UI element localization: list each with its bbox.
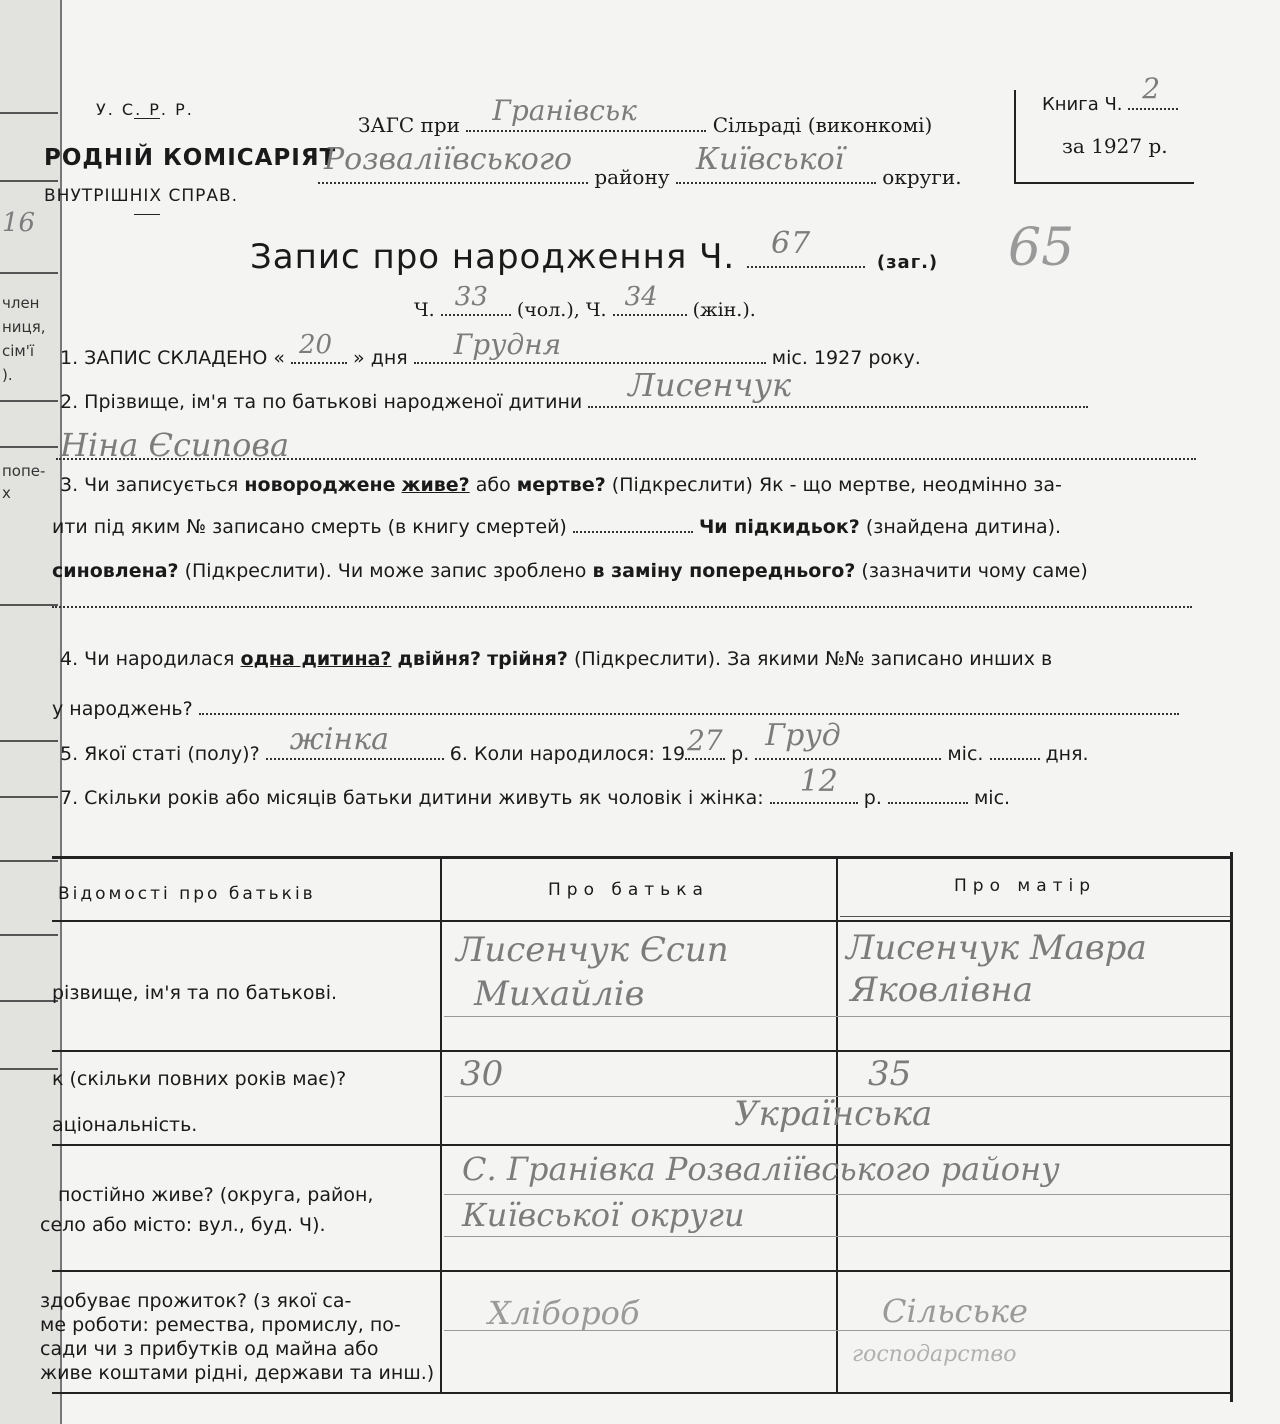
mother-age: 35 — [868, 1054, 912, 1094]
book-label: Книга Ч. — [1042, 94, 1123, 115]
male-label: (чол.), Ч. — [516, 299, 607, 321]
q7-value: 12 — [799, 764, 838, 799]
male-prefix: Ч. — [414, 299, 435, 321]
item-3 — [60, 474, 1062, 496]
margin-text: ниця, — [2, 318, 46, 336]
q1-month: Грудня — [453, 328, 562, 361]
residence: С. Гранівка Розваліївського району — [462, 1150, 1060, 1188]
table-row-divider — [52, 1050, 1232, 1052]
q3-reason: (зазначити чому саме) — [861, 560, 1088, 582]
q3-or: або — [475, 474, 511, 496]
margin-record-number: 65 — [1008, 218, 1075, 278]
q4-text: 4. Чи народилася — [60, 648, 235, 670]
row-occupation-label: живе коштами рідні, держави та инш.) — [40, 1362, 435, 1384]
q6-month: Груд — [765, 718, 841, 753]
table-head-father: Про батька — [548, 880, 709, 900]
margin-text: сім'ї — [2, 342, 35, 360]
okrug-value: Київської — [695, 142, 845, 177]
mother-occupation: Сільське — [882, 1292, 1028, 1330]
item-3-line-3 — [52, 560, 1088, 582]
row-name-label: різвище, ім'я та по батькові. — [52, 982, 338, 1004]
q3-found-child: (знайдена дитина). — [865, 516, 1062, 538]
q2-name-field — [56, 426, 1196, 464]
book-line — [1042, 72, 1178, 115]
q6-label: 6. Коли народилося: 19 — [449, 743, 686, 765]
q6-year: 27 — [687, 724, 723, 757]
female-number-field — [613, 282, 687, 316]
q3-replacement-question: (Підкреслити). Чи може запис зроблено — [184, 560, 587, 582]
father-occupation: Хлібороб — [488, 1294, 640, 1332]
q1-mid: » дня — [353, 347, 408, 369]
q7-label: 7. Скільки років або місяців батьки дитини живуть як чоловік і жінка: — [60, 787, 764, 809]
margin-number: 16 — [2, 208, 36, 238]
male-number-field — [441, 282, 511, 316]
zags-line — [358, 94, 933, 137]
book-number: 2 — [1142, 72, 1161, 105]
q3-death-field — [573, 531, 693, 533]
q4-twins: двійня? — [397, 648, 482, 670]
table-head-mother: Про матір — [954, 876, 1097, 896]
q2-surname: Лисенчук — [628, 366, 792, 404]
book-box — [1014, 72, 1194, 184]
q5-field — [266, 722, 444, 760]
q3-replacement: в заміну попереднього? — [592, 560, 856, 582]
q7-mis: міс. — [973, 787, 1011, 809]
q3-text: 3. Чи записується — [60, 474, 239, 496]
district-field — [318, 142, 588, 184]
okrug-label: округи. — [882, 165, 962, 189]
table-head-info: Відомості про батьків — [58, 884, 316, 904]
q3-instruction: (Підкреслити) Як - що мертве, неодмінно за- — [611, 474, 1062, 496]
row-occupation-label: ме роботи: ремества, промислу, по- — [40, 1314, 401, 1336]
record-title — [250, 226, 939, 277]
district-line — [318, 142, 962, 189]
father-age: 30 — [460, 1054, 504, 1094]
q2-surname-field — [588, 366, 1088, 408]
q1-month-field — [414, 328, 766, 364]
q1-suffix: міс. 1927 року. — [771, 347, 921, 369]
q6-day-field — [990, 758, 1040, 760]
table-subline — [444, 1194, 1230, 1195]
father-patronymic: Михайлів — [474, 974, 645, 1014]
margin-text: х — [2, 484, 11, 502]
q4-triplets: трійня? — [487, 648, 568, 670]
commissariat-label: РОДНІЙ КОМІСАРІЯТ — [44, 145, 337, 171]
table-border — [1230, 852, 1233, 1402]
q6-mis: міс. — [947, 743, 984, 765]
q5-label: 5. Якої статі (полу)? — [60, 743, 260, 765]
table-row-divider — [52, 1270, 1232, 1272]
district-value: Розваліївського — [324, 142, 573, 177]
margin-text: член — [2, 294, 40, 312]
zags-prefix: ЗАГС при — [358, 113, 460, 137]
q6-day-label: дня. — [1045, 743, 1089, 765]
table-row-divider — [52, 1144, 1232, 1146]
record-title-text: Запис про народження Ч. — [250, 237, 736, 277]
q7-r: р. — [863, 787, 882, 809]
zags-village-field — [466, 94, 706, 132]
q3-alive: живе? — [401, 474, 470, 496]
table-subline — [444, 1236, 1230, 1237]
item-1 — [60, 328, 921, 369]
district-label: району — [594, 165, 670, 189]
record-title-suffix: (заг.) — [876, 252, 939, 273]
table-row-divider — [52, 920, 1232, 922]
table-border — [52, 856, 1232, 859]
divider — [134, 118, 160, 119]
q2-label: 2. Прізвище, ім'я та по батькові народженої дитини — [60, 391, 583, 413]
q1-day-field — [291, 330, 347, 364]
q6-r: р. — [731, 743, 750, 765]
row-nationality-label: аціональність. — [52, 1114, 198, 1136]
margin-text: попе- — [2, 462, 46, 480]
row-occupation-label: сади чи з прибутків од майна або — [40, 1338, 379, 1360]
q3-foundling: Чи підкидьок? — [698, 516, 860, 538]
republic-label: У. С. Р. Р. — [96, 100, 194, 119]
female-label: (жін.). — [692, 299, 756, 321]
q4-instruction: (Підкреслити). За якими №№ записано инших в — [573, 648, 1053, 670]
q6-month-field — [755, 718, 941, 760]
q4-births: у народжень? — [52, 698, 193, 720]
q7-years-field — [770, 764, 858, 804]
item-7 — [60, 764, 1011, 809]
q1-day: 20 — [299, 330, 333, 360]
q1-prefix: 1. ЗАПИС СКЛАДЕНО « — [60, 347, 285, 369]
divider — [134, 214, 160, 215]
book-number-field — [1128, 72, 1178, 110]
father-name: Лисенчук Єсип — [456, 930, 729, 970]
q5-value: жінка — [289, 722, 389, 757]
record-number-field — [747, 226, 865, 268]
mother-patronymic: Яковлівна — [850, 970, 1033, 1010]
table-subline — [444, 1016, 1230, 1017]
item-3-line-2 — [52, 516, 1061, 538]
book-year: за 1927 р. — [1062, 134, 1168, 158]
margin-text: ). — [2, 366, 13, 384]
q6-year-field — [685, 724, 725, 760]
row-residence-label: село або місто: вул., буд. Ч). — [40, 1214, 326, 1236]
mother-name: Лисенчук Мавра — [846, 928, 1147, 968]
item-2 — [60, 366, 1088, 413]
row-age-label: к (скільки повних років має)? — [52, 1068, 347, 1090]
row-residence-label: постійно живе? (округа, район, — [58, 1184, 374, 1206]
q7-months-field — [888, 802, 968, 804]
table-border — [52, 1392, 1232, 1394]
q3-death-record: ити під яким № записано смерть (в книгу смертей) — [52, 516, 567, 538]
record-number: 67 — [771, 226, 812, 261]
q4-single: одна дитина? — [240, 648, 392, 670]
okrug-field — [676, 142, 876, 184]
q3-dead: мертве? — [516, 474, 606, 496]
table-subline — [840, 916, 1230, 917]
female-number: 34 — [624, 282, 658, 312]
q3-reason-field — [52, 606, 1192, 608]
q4-births-field — [199, 713, 1179, 715]
item-4-line-2 — [52, 698, 1179, 720]
zags-suffix: Сільраді (виконкомі) — [712, 113, 933, 137]
q3-newborn: новороджене — [244, 474, 396, 496]
table-column-divider — [440, 858, 442, 1394]
q3-adopted: синовлена? — [52, 560, 179, 582]
mother-occupation-2: господарство — [852, 1342, 1017, 1367]
item-5-6 — [60, 718, 1089, 765]
residence-okrug: Київської округи — [462, 1196, 745, 1234]
gender-numbers-line — [414, 282, 756, 321]
zags-village-value: Гранівськ — [492, 94, 637, 127]
item-4 — [60, 648, 1052, 670]
q2-name: Ніна Єсипова — [60, 426, 290, 464]
row-occupation-label: здобуває прожиток? (з якої са- — [40, 1290, 352, 1312]
male-number: 33 — [454, 282, 488, 312]
nationality: Українська — [734, 1094, 933, 1134]
department-label: ВНУТРІШНІХ СПРАВ. — [44, 186, 239, 206]
